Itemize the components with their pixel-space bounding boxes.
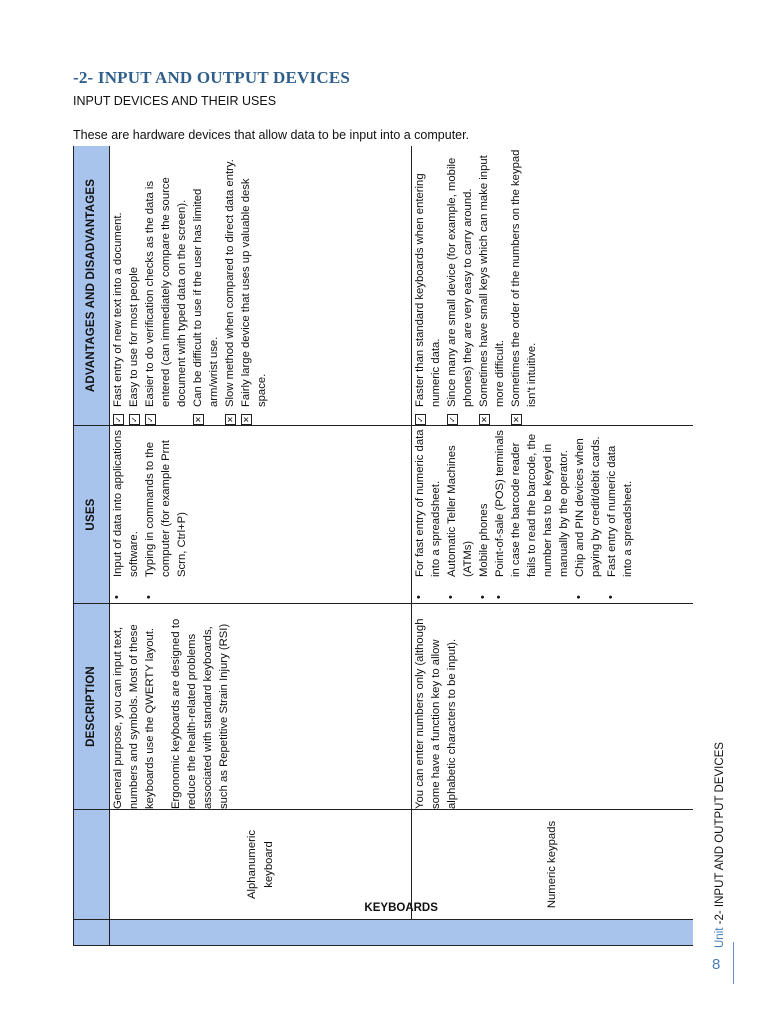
check-icon: ✓: [145, 414, 156, 425]
list-item: • Chip and PIN devices when paying by credit/debit cards.: [572, 426, 604, 589]
cross-icon: ✕: [511, 414, 522, 425]
list-item: • Point-of-sale (POS) terminals in case the barcode reader fails to read the barcode, the number has to be keyed in manually by the operator.: [492, 426, 572, 589]
devices-table: [73, 146, 693, 946]
footer-divider: [733, 942, 734, 984]
advantages-cell: [412, 146, 694, 426]
footer-unit-label: [714, 740, 726, 948]
list-item: ✕ Sometimes have small keys which can make input more difficult.: [476, 146, 508, 425]
check-icon: ✓: [129, 414, 140, 425]
list-item: • Fast entry of numeric data into a spreadsheet.: [604, 426, 636, 589]
list-item: ✕ Can be difficult to use if the user has limited arm/wrist use.: [190, 146, 222, 425]
list-item: • Input of data into applications software.: [110, 426, 142, 589]
list-item: ✕ Fairly large device that uses up valuable desk space.: [238, 146, 270, 425]
cross-icon: ✕: [193, 414, 204, 425]
device-name: Numeric keypads: [412, 810, 694, 920]
header-blank: [74, 810, 110, 920]
check-icon: ✓: [415, 414, 426, 425]
list-item: • Typing in commands to the computer (for example Prnt Scrn, Ctrl+P): [142, 426, 190, 589]
list-item: • Automatic Teller Machines (ATMs): [444, 426, 476, 589]
list-item: • For fast entry of numeric data into a spreadsheet.: [412, 426, 444, 589]
uses-cell: [412, 426, 694, 604]
description-cell: General purpose, you can input text, numbers and symbols. Most of these keyboards use the QWERTY layout. Ergonomic keyboards are designed to reduce the health-related problems associated with standard keyboards, such as Repetitive Strain Injury (RSI): [110, 604, 412, 810]
header-description: DESCRIPTION: [74, 604, 110, 810]
footer-unit-word: Unit: [714, 927, 726, 948]
header-corner: [74, 920, 110, 946]
list-item: ✕ Sometimes the order of the numbers on the keypad isn't intuitive.: [508, 146, 540, 425]
check-icon: ✓: [447, 414, 458, 425]
table-row: [412, 146, 694, 946]
list-item: ✓ Easy to use for most people: [126, 146, 142, 425]
section-subtitle: INPUT DEVICES AND THEIR USES: [73, 94, 277, 108]
cross-icon: ✕: [479, 414, 490, 425]
advantages-cell: [110, 146, 412, 426]
device-name: Alphanumeric keyboard: [110, 810, 412, 920]
check-icon: ✓: [113, 414, 124, 425]
uses-cell: [110, 426, 412, 604]
list-item: ✓ Easier to do verification checks as the data is entered (can immediately compare the source document with typed data on the screen).: [142, 146, 190, 425]
category-cell: KEYBOARDS: [110, 920, 694, 946]
list-item: ✓ Faster than standard keyboards when entering numeric data.: [412, 146, 444, 425]
list-item: • Mobile phones: [476, 426, 492, 589]
footer-unit-title: -2- INPUT AND OUTPUT DEVICES: [714, 742, 726, 925]
description-cell: You can enter numbers only (although some have a function key to allow alphabetic characters to be input).: [412, 604, 694, 810]
intro-text: These are hardware devices that allow data to be input into a computer.: [73, 128, 470, 142]
cross-icon: ✕: [225, 414, 236, 425]
page-number: 8: [712, 956, 721, 973]
cross-icon: ✕: [241, 414, 252, 425]
header-uses: USES: [74, 426, 110, 604]
table-row: [110, 146, 412, 946]
header-advantages: ADVANTAGES AND DISADVANTAGES: [74, 146, 110, 426]
list-item: ✓ Since many are small device (for example, mobile phones) they are very easy to carry around.: [444, 146, 476, 425]
list-item: ✕ Slow method when compared to direct data entry.: [222, 146, 238, 425]
page-title: -2- INPUT AND OUTPUT DEVICES: [73, 68, 351, 87]
devices-table-wrapper: [73, 146, 693, 946]
list-item: ✓ Fast entry of new text into a document.: [110, 146, 126, 425]
